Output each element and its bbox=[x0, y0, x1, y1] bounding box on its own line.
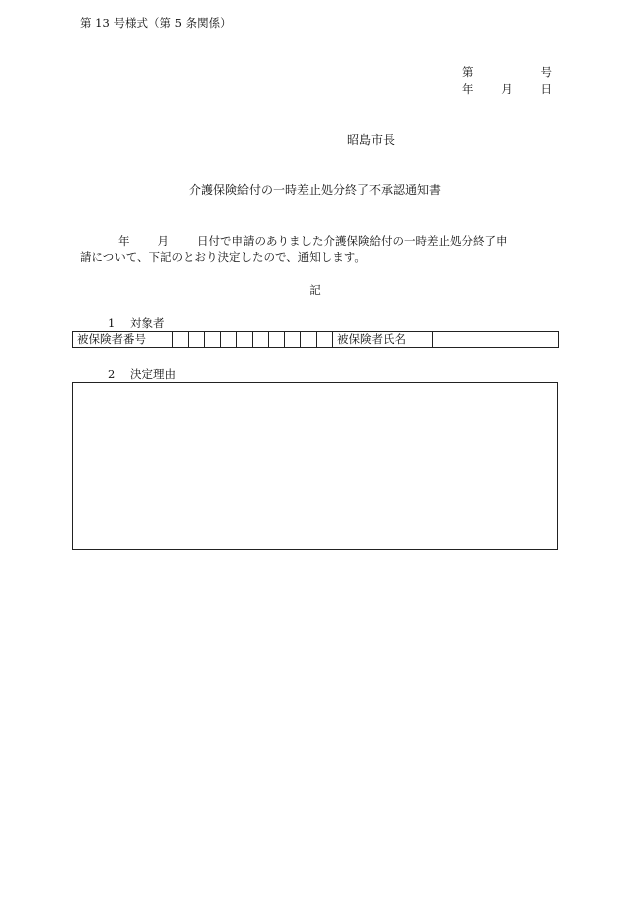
section-1-number: 1 bbox=[108, 316, 116, 330]
section-2-title: 決定理由 bbox=[130, 367, 176, 381]
body-line-1 bbox=[118, 236, 508, 248]
decision-reason-box[interactable] bbox=[72, 382, 558, 550]
insured-number-digit-cell[interactable] bbox=[237, 332, 253, 348]
section-2-heading bbox=[108, 369, 176, 381]
insured-number-digit-cell[interactable] bbox=[269, 332, 285, 348]
insured-number-digit-cell[interactable] bbox=[253, 332, 269, 348]
ki-heading: 記 bbox=[309, 283, 321, 297]
number-prefix: 第 bbox=[462, 65, 474, 79]
date-year: 年 bbox=[462, 82, 474, 96]
body-line-2: 請について、下記のとおり決定したので、通知します。 bbox=[80, 250, 366, 264]
body-year: 年 bbox=[118, 234, 130, 248]
insured-number-digit-cell[interactable] bbox=[189, 332, 205, 348]
date-day: 日 bbox=[540, 82, 552, 96]
insured-number-digit-cell[interactable] bbox=[221, 332, 237, 348]
number-suffix: 号 bbox=[540, 65, 552, 79]
section-1-heading bbox=[108, 318, 165, 330]
body-month: 月 bbox=[157, 234, 169, 248]
issuer-name: 昭島市長 bbox=[347, 133, 396, 147]
insured-number-digit-cell[interactable] bbox=[173, 332, 189, 348]
insured-name-field[interactable] bbox=[433, 332, 559, 348]
date-month: 月 bbox=[501, 82, 513, 96]
form-number-label: 第 13 号様式（第 5 条関係） bbox=[80, 16, 232, 30]
subject-table bbox=[72, 331, 559, 348]
section-1-title: 対象者 bbox=[130, 316, 165, 330]
body-line-1-text: 日付で申請のありました介護保険給付の一時差止処分終了申 bbox=[197, 234, 508, 248]
insured-number-digit-cell[interactable] bbox=[301, 332, 317, 348]
subject-row bbox=[73, 332, 559, 348]
document-date-line bbox=[462, 84, 552, 96]
insured-number-label: 被保険者番号 bbox=[73, 332, 173, 348]
insured-name-label: 被保険者氏名 bbox=[333, 332, 433, 348]
insured-number-digit-cell[interactable] bbox=[317, 332, 333, 348]
section-2-number: 2 bbox=[108, 367, 116, 381]
insured-number-digit-cell[interactable] bbox=[205, 332, 221, 348]
document-number-line bbox=[462, 67, 552, 79]
document-title: 介護保険給付の一時差止処分終了不承認通知書 bbox=[188, 183, 441, 197]
insured-number-digit-cell[interactable] bbox=[285, 332, 301, 348]
